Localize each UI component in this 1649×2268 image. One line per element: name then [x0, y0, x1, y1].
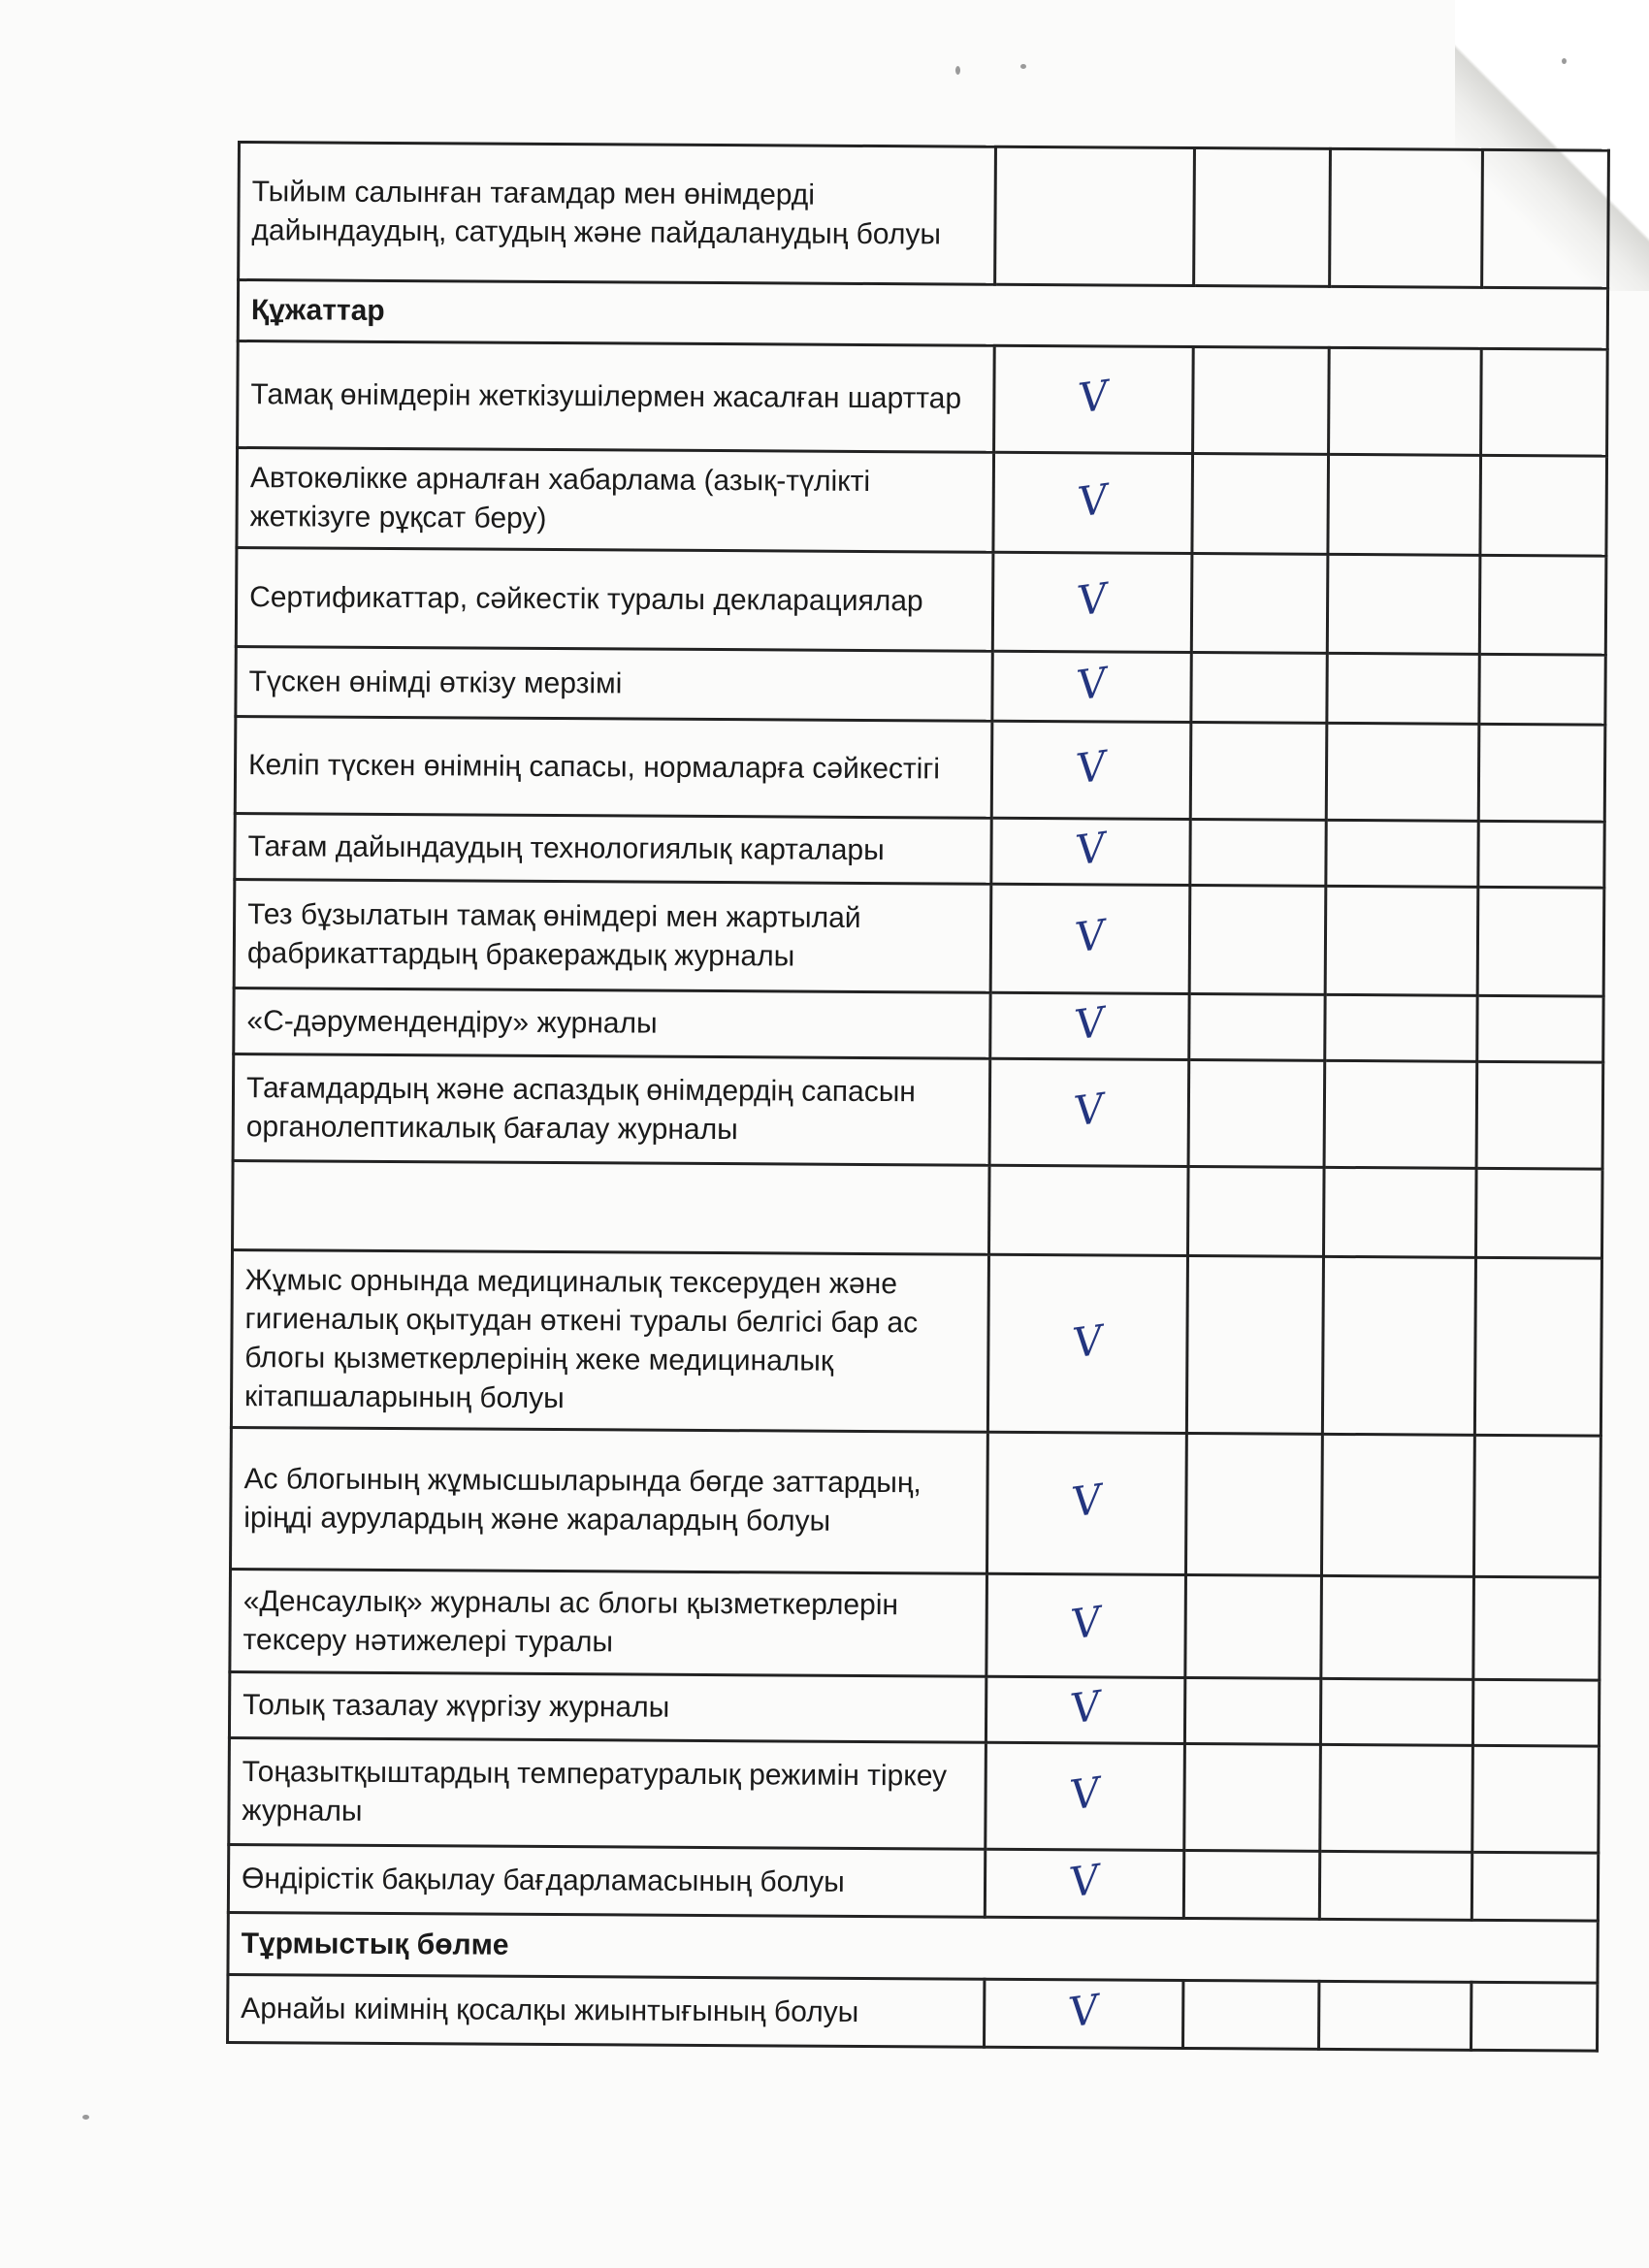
empty-cell	[1325, 994, 1477, 1061]
requirement-label: «С-дәрумендендіру» журналы	[234, 988, 990, 1058]
empty-cell	[1326, 820, 1478, 887]
handwritten-check-mark: V	[1066, 1855, 1103, 1907]
empty-cell	[1320, 1744, 1473, 1852]
checklist-row	[229, 1737, 1600, 1853]
empty-cell	[1183, 1980, 1319, 2049]
requirement-label: Тағам дайындаудың технологиялық карталары	[235, 813, 991, 884]
status-cell	[986, 1742, 1185, 1850]
empty-cell	[1326, 723, 1479, 821]
empty-cell	[1482, 149, 1609, 288]
checklist-row	[228, 1974, 1598, 2051]
handwritten-check-mark: V	[1073, 823, 1109, 875]
requirement-label: Арнайы киімнің қосалқы жиынтығының болуы	[228, 1974, 985, 2047]
status-cell	[995, 146, 1195, 285]
empty-cell	[1471, 1982, 1598, 2051]
empty-cell	[1478, 724, 1605, 822]
checklist-body	[228, 143, 1609, 2052]
scan-speck	[1020, 64, 1026, 69]
status-cell	[992, 552, 1192, 652]
requirement-label: Келіп түскен өнімнің сапасы, нормаларға сәйкестігі	[235, 716, 992, 818]
status-cell	[990, 992, 1189, 1059]
empty-cell	[1187, 1167, 1324, 1257]
status-cell	[987, 1254, 1187, 1433]
empty-cell	[1185, 1574, 1322, 1678]
section-title: Құжаттар	[238, 280, 1607, 350]
status-cell	[993, 452, 1193, 553]
requirement-label: Тоңазытқыштардың температуралық режимін тіркеу журналы	[229, 1737, 986, 1849]
checklist-row	[231, 1249, 1601, 1436]
empty-cell	[1476, 1061, 1603, 1169]
empty-cell	[1479, 555, 1606, 655]
empty-cell	[1480, 455, 1607, 556]
empty-cell	[1323, 1167, 1476, 1257]
checklist-row	[235, 813, 1604, 888]
status-cell	[991, 721, 1191, 819]
empty-cell	[1319, 1981, 1471, 2050]
empty-cell	[1328, 454, 1481, 555]
checklist-row	[239, 143, 1609, 289]
empty-cell	[1190, 723, 1327, 821]
requirement-label: Тез бұзылатын тамақ өнімдері мен жартылай фабрикаттардың бракераждық журналы	[234, 879, 991, 992]
status-cell	[986, 1676, 1184, 1743]
scan-speck	[82, 2115, 89, 2120]
empty-cell	[1321, 1434, 1474, 1576]
section-row	[228, 1912, 1598, 1983]
checklist-row	[233, 1160, 1603, 1258]
handwritten-check-mark: V	[1067, 1767, 1103, 1820]
handwritten-check-mark: V	[1075, 474, 1111, 526]
empty-cell	[1472, 1745, 1600, 1853]
empty-cell	[1186, 1256, 1323, 1435]
empty-cell	[1479, 654, 1605, 725]
requirement-label: Жұмыс орнында медициналық тексеруден және гигиеналық оқытудан өткені туралы белгісі бар ас блогы қызметкерлерінің жеке медициналық кітапшаларының болуы	[231, 1249, 988, 1432]
empty-cell	[1325, 886, 1478, 995]
status-cell	[986, 1573, 1186, 1677]
status-cell	[985, 1849, 1183, 1918]
checklist-row	[236, 646, 1605, 725]
empty-cell	[1477, 995, 1603, 1062]
requirement-label: Тағамдардың және аспаздық өнімдердің сапасын органолептикалық бағалау журналы	[233, 1053, 990, 1165]
empty-cell	[1330, 148, 1483, 287]
empty-cell	[1183, 1850, 1319, 1919]
checklist-row	[231, 1427, 1601, 1577]
checklist-row	[228, 1844, 1598, 1921]
handwritten-check-mark: V	[1065, 1985, 1102, 2037]
checklist-row	[236, 548, 1606, 656]
checklist-row	[238, 341, 1608, 457]
requirement-label: Автокөлікке арналған хабарлама (азық-түлікті жеткізуге рұқсат беру)	[237, 448, 994, 553]
empty-cell	[1473, 1576, 1600, 1680]
status-cell	[986, 1432, 1186, 1574]
status-cell	[991, 818, 1190, 885]
empty-cell	[1477, 887, 1604, 996]
handwritten-check-mark: V	[1069, 1474, 1105, 1527]
status-cell	[992, 651, 1191, 722]
empty-cell	[1473, 1435, 1600, 1577]
checklist-row	[234, 879, 1604, 996]
requirement-label: Сертификаттар, сәйкестік туралы декларациялар	[236, 548, 993, 652]
empty-cell	[1189, 886, 1326, 995]
requirement-label: «Денсаулық» журналы ас блогы қызметкерлерін тексеру нәтижелері туралы	[230, 1569, 987, 1676]
empty-cell	[1327, 653, 1479, 724]
empty-cell	[1320, 1678, 1472, 1745]
scan-speck	[955, 66, 960, 75]
empty-cell	[1474, 1257, 1601, 1436]
requirement-label: Түскен өнімді өткізу мерзімі	[236, 646, 992, 721]
status-cell	[994, 345, 1194, 453]
empty-cell	[1472, 1679, 1599, 1746]
empty-cell	[1481, 348, 1608, 456]
empty-cell	[1324, 1060, 1477, 1168]
section-title: Тұрмыстық бөлме	[228, 1912, 1598, 1983]
section-row	[238, 280, 1607, 350]
requirement-label: Тыйым салынған тағамдар мен өнімдерді дайындаудың, сатудың және пайдаланудың болуы	[239, 143, 996, 285]
handwritten-check-mark: V	[1067, 1681, 1104, 1733]
checklist-row	[234, 988, 1603, 1062]
status-cell	[985, 1979, 1183, 2048]
handwritten-check-mark: V	[1074, 658, 1110, 710]
empty-cell	[1319, 1851, 1471, 1920]
empty-cell	[1185, 1434, 1322, 1576]
handwritten-check-mark: V	[1074, 573, 1111, 626]
requirement-label: Өндірістік бақылау бағдарламасының болуы	[228, 1844, 985, 1917]
requirement-label: Ас блогының жұмысшыларында бөгде заттардың, іріңді аурулардың және жаралардың болуы	[231, 1427, 988, 1573]
empty-cell	[1191, 554, 1328, 654]
requirement-label: Толық тазалау жүргізу журналы	[229, 1671, 986, 1742]
status-cell	[989, 1165, 1189, 1255]
requirement-label: Тамақ өнімдерін жеткізушілермен жасалған шарттар	[238, 341, 995, 453]
handwritten-check-mark: V	[1076, 371, 1112, 423]
empty-cell	[1194, 148, 1331, 287]
empty-cell	[1191, 653, 1327, 724]
inspection-checklist-table	[226, 141, 1610, 2053]
empty-cell	[1193, 347, 1330, 455]
handwritten-check-mark: V	[1070, 1315, 1106, 1367]
scan-speck	[1562, 58, 1567, 64]
empty-cell	[1322, 1256, 1475, 1435]
handwritten-check-mark: V	[1068, 1597, 1104, 1649]
empty-cell	[1184, 1743, 1321, 1851]
empty-cell	[1321, 1575, 1474, 1679]
handwritten-check-mark: V	[1072, 910, 1109, 962]
checklist-row	[235, 716, 1605, 822]
handwritten-check-mark: V	[1071, 1084, 1108, 1136]
empty-cell	[1188, 1060, 1325, 1168]
empty-cell	[1471, 1852, 1598, 1921]
checklist-row	[237, 448, 1607, 557]
empty-cell	[1189, 994, 1325, 1061]
status-cell	[989, 1058, 1189, 1166]
empty-cell	[1192, 454, 1329, 555]
handwritten-check-mark: V	[1072, 997, 1108, 1050]
checklist-row	[229, 1671, 1599, 1746]
status-cell	[990, 884, 1190, 993]
empty-cell	[1184, 1677, 1320, 1744]
empty-cell	[1327, 554, 1480, 654]
requirement-label	[233, 1160, 990, 1254]
empty-cell	[1329, 347, 1482, 455]
checklist-row	[230, 1569, 1600, 1680]
handwritten-check-mark: V	[1073, 741, 1110, 794]
empty-cell	[1475, 1168, 1602, 1258]
empty-cell	[1190, 820, 1326, 887]
empty-cell	[1478, 821, 1604, 888]
checklist-row	[233, 1053, 1603, 1169]
